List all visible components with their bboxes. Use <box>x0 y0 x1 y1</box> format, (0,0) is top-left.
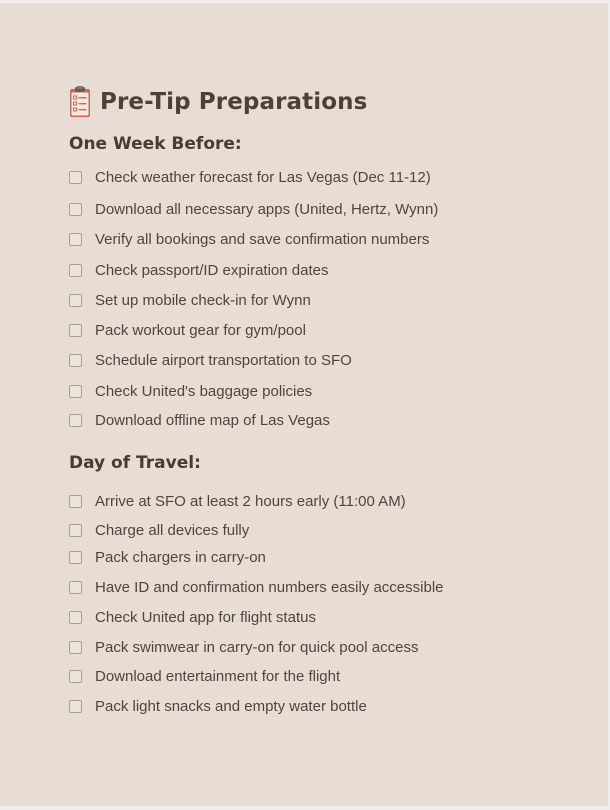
checklist-item[interactable] <box>69 230 429 248</box>
checklist-item-label: Pack chargers in carry-on <box>95 548 266 566</box>
checklist-item-label: Verify all bookings and save confirmation numbers <box>95 230 430 248</box>
checklist-item[interactable] <box>69 521 249 539</box>
clipboard-icon <box>69 86 91 118</box>
checkbox[interactable] <box>69 495 82 508</box>
title-row <box>69 86 367 118</box>
checklist-item-label: Have ID and confirmation numbers easily accessible <box>95 578 444 596</box>
checklist-item-label: Set up mobile check-in for Wynn <box>95 291 311 309</box>
checklist-item[interactable] <box>69 168 431 186</box>
checklist-item-label: Pack workout gear for gym/pool <box>95 321 306 339</box>
checklist-item-label: Download all necessary apps (United, Hertz, Wynn) <box>95 200 439 218</box>
checklist-item[interactable] <box>69 321 306 339</box>
checklist-item[interactable] <box>69 261 328 279</box>
checkbox[interactable] <box>69 264 82 277</box>
checklist-item[interactable] <box>69 608 316 626</box>
checklist-item-label: Check United app for flight status <box>95 608 316 626</box>
checkbox[interactable] <box>69 670 82 683</box>
checklist-item[interactable] <box>69 382 312 400</box>
checklist-item[interactable] <box>69 667 340 685</box>
checkbox[interactable] <box>69 294 82 307</box>
checklist-item[interactable] <box>69 697 367 715</box>
checklist-item-label: Schedule airport transportation to SFO <box>95 351 352 369</box>
checkbox[interactable] <box>69 171 82 184</box>
checklist-item[interactable] <box>69 200 438 218</box>
document-page <box>0 3 608 806</box>
checkbox[interactable] <box>69 524 82 537</box>
section-heading-one-week-before: One Week Before: <box>69 134 242 154</box>
checklist-item-label: Download offline map of Las Vegas <box>95 411 330 429</box>
checkbox[interactable] <box>69 203 82 216</box>
checklist-item-label: Pack light snacks and empty water bottle <box>95 697 367 715</box>
checklist-item[interactable] <box>69 548 266 566</box>
section-heading-day-of-travel: Day of Travel: <box>69 453 201 473</box>
checkbox[interactable] <box>69 700 82 713</box>
checklist-item-label: Check weather forecast for Las Vegas (Dec 11-12) <box>95 168 431 186</box>
checklist-item-label: Check United's baggage policies <box>95 382 313 400</box>
checklist-item[interactable] <box>69 492 406 510</box>
checkbox[interactable] <box>69 641 82 654</box>
checklist-item[interactable] <box>69 638 418 656</box>
checklist-item[interactable] <box>69 351 352 369</box>
checklist-item-label: Download entertainment for the flight <box>95 667 341 685</box>
checklist-item-label: Pack swimwear in carry-on for quick pool access <box>95 638 419 656</box>
page-title: Pre-Tip Preparations <box>100 89 368 115</box>
checklist-item-label: Arrive at SFO at least 2 hours early (11:00 AM) <box>95 492 406 510</box>
checklist-item[interactable] <box>69 411 330 429</box>
checkbox[interactable] <box>69 324 82 337</box>
checklist-item[interactable] <box>69 291 311 309</box>
checkbox[interactable] <box>69 414 82 427</box>
checkbox[interactable] <box>69 233 82 246</box>
checkbox[interactable] <box>69 385 82 398</box>
checkbox[interactable] <box>69 611 82 624</box>
checklist-item-label: Check passport/ID expiration dates <box>95 261 329 279</box>
checklist-item-label: Charge all devices fully <box>95 521 250 539</box>
checkbox[interactable] <box>69 354 82 367</box>
checkbox[interactable] <box>69 581 82 594</box>
checklist-item[interactable] <box>69 578 444 596</box>
checkbox[interactable] <box>69 551 82 564</box>
